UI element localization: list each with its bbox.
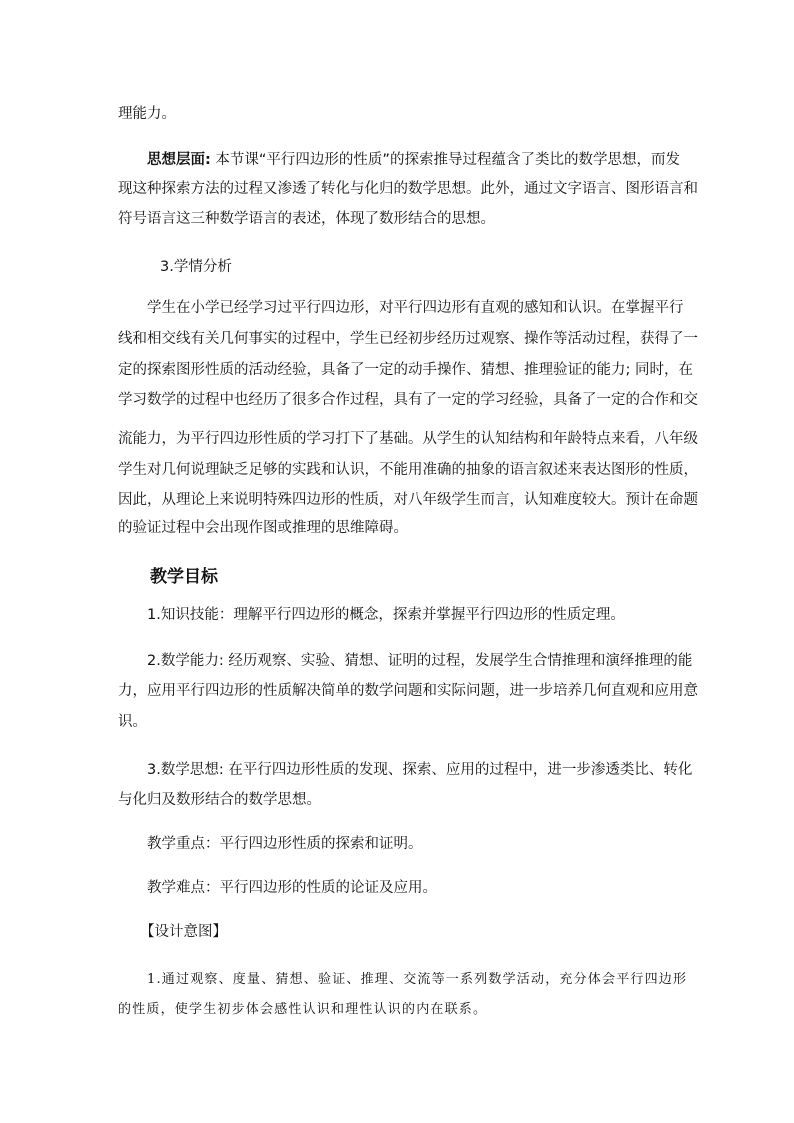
thought-paragraph-line: [147, 150, 680, 170]
paragraph-line: 定的探索图形性质的活动经验，具备了一定的动手操作、猜想、推理验证的能力; 同时，在: [118, 362, 693, 378]
design-intent-line: 的性质，使学生初步体会感性认识和理性认识的内在联系。: [118, 1002, 488, 1017]
paragraph-line: 力，应用平行四边形的性质解决简单的数学问题和实际问题，进一步培养几何直观和应用意: [118, 683, 698, 699]
difficult-point: 教学难点：平行四边形的性质的论证及应用。: [147, 880, 437, 896]
paragraph-line: 理能力。: [118, 106, 176, 122]
goal-item: 1.知识技能：理解平行四边形的概念，探索并掌握平行四边形的性质定理。: [147, 607, 625, 623]
goal-item: 2.数学能力: 经历观察、实验、猜想、证明的过程，发展学生合情推理和演绎推理的能: [147, 653, 693, 669]
paragraph-line: 线和相交线有关几何事实的过程中，学生已经初步经历过观察、操作等活动过程，获得了一: [118, 331, 698, 347]
paragraph-line: 学生对几何说理缺乏足够的实践和认识，不能用准确的抽象的语言叙述来表达图形的性质，: [118, 462, 698, 478]
design-intent-line: 1.通过观察、度量、猜想、验证、推理、交流等一系列数学活动，充分体会平行四边形: [147, 972, 688, 987]
design-intent-title: 【设计意图】: [140, 924, 227, 940]
paragraph-line: 学生在小学已经学习过平行四边形，对平行四边形有直观的感知和认识。在掌握平行: [147, 300, 684, 316]
teaching-goals-heading: 教学目标: [150, 567, 218, 587]
paragraph-line: 与化归及数形结合的数学思想。: [118, 792, 321, 808]
thought-label: 思想层面:: [147, 152, 211, 168]
thought-text: 本节课“平行四边形的性质”的探索推导过程蕴含了类比的数学思想，而发: [210, 152, 680, 168]
paragraph-line: 学习数学的过程中也经历了很多合作过程，具有了一定的学习经验，具备了一定的合作和交: [118, 392, 698, 408]
paragraph-line: 流能力，为平行四边形性质的学习打下了基础。从学生的认知结构和年龄特点来看，八年级: [118, 431, 698, 447]
paragraph-line: 现这种探索方法的过程又渗透了转化与化归的数学思想。此外，通过文字语言、图形语言和: [118, 181, 698, 197]
paragraph-line: 符号语言这三种数学语言的表述，体现了数形结合的思想。: [118, 211, 495, 227]
goal-item: 3.数学思想: 在平行四边形性质的发现、探索、应用的过程中，进一步渗透类比、转化: [147, 762, 693, 778]
paragraph-line: 因此，从理论上来说明特殊四边形的性质，对八年级学生而言，认知难度较大。预计在命题: [118, 492, 698, 508]
paragraph-line: 识。: [118, 714, 147, 730]
paragraph-line: 的验证过程中会出现作图或推理的思维障碍。: [118, 520, 408, 536]
section-title: 3.学情分析: [160, 259, 232, 275]
key-point: 教学重点：平行四边形性质的探索和证明。: [147, 836, 423, 852]
